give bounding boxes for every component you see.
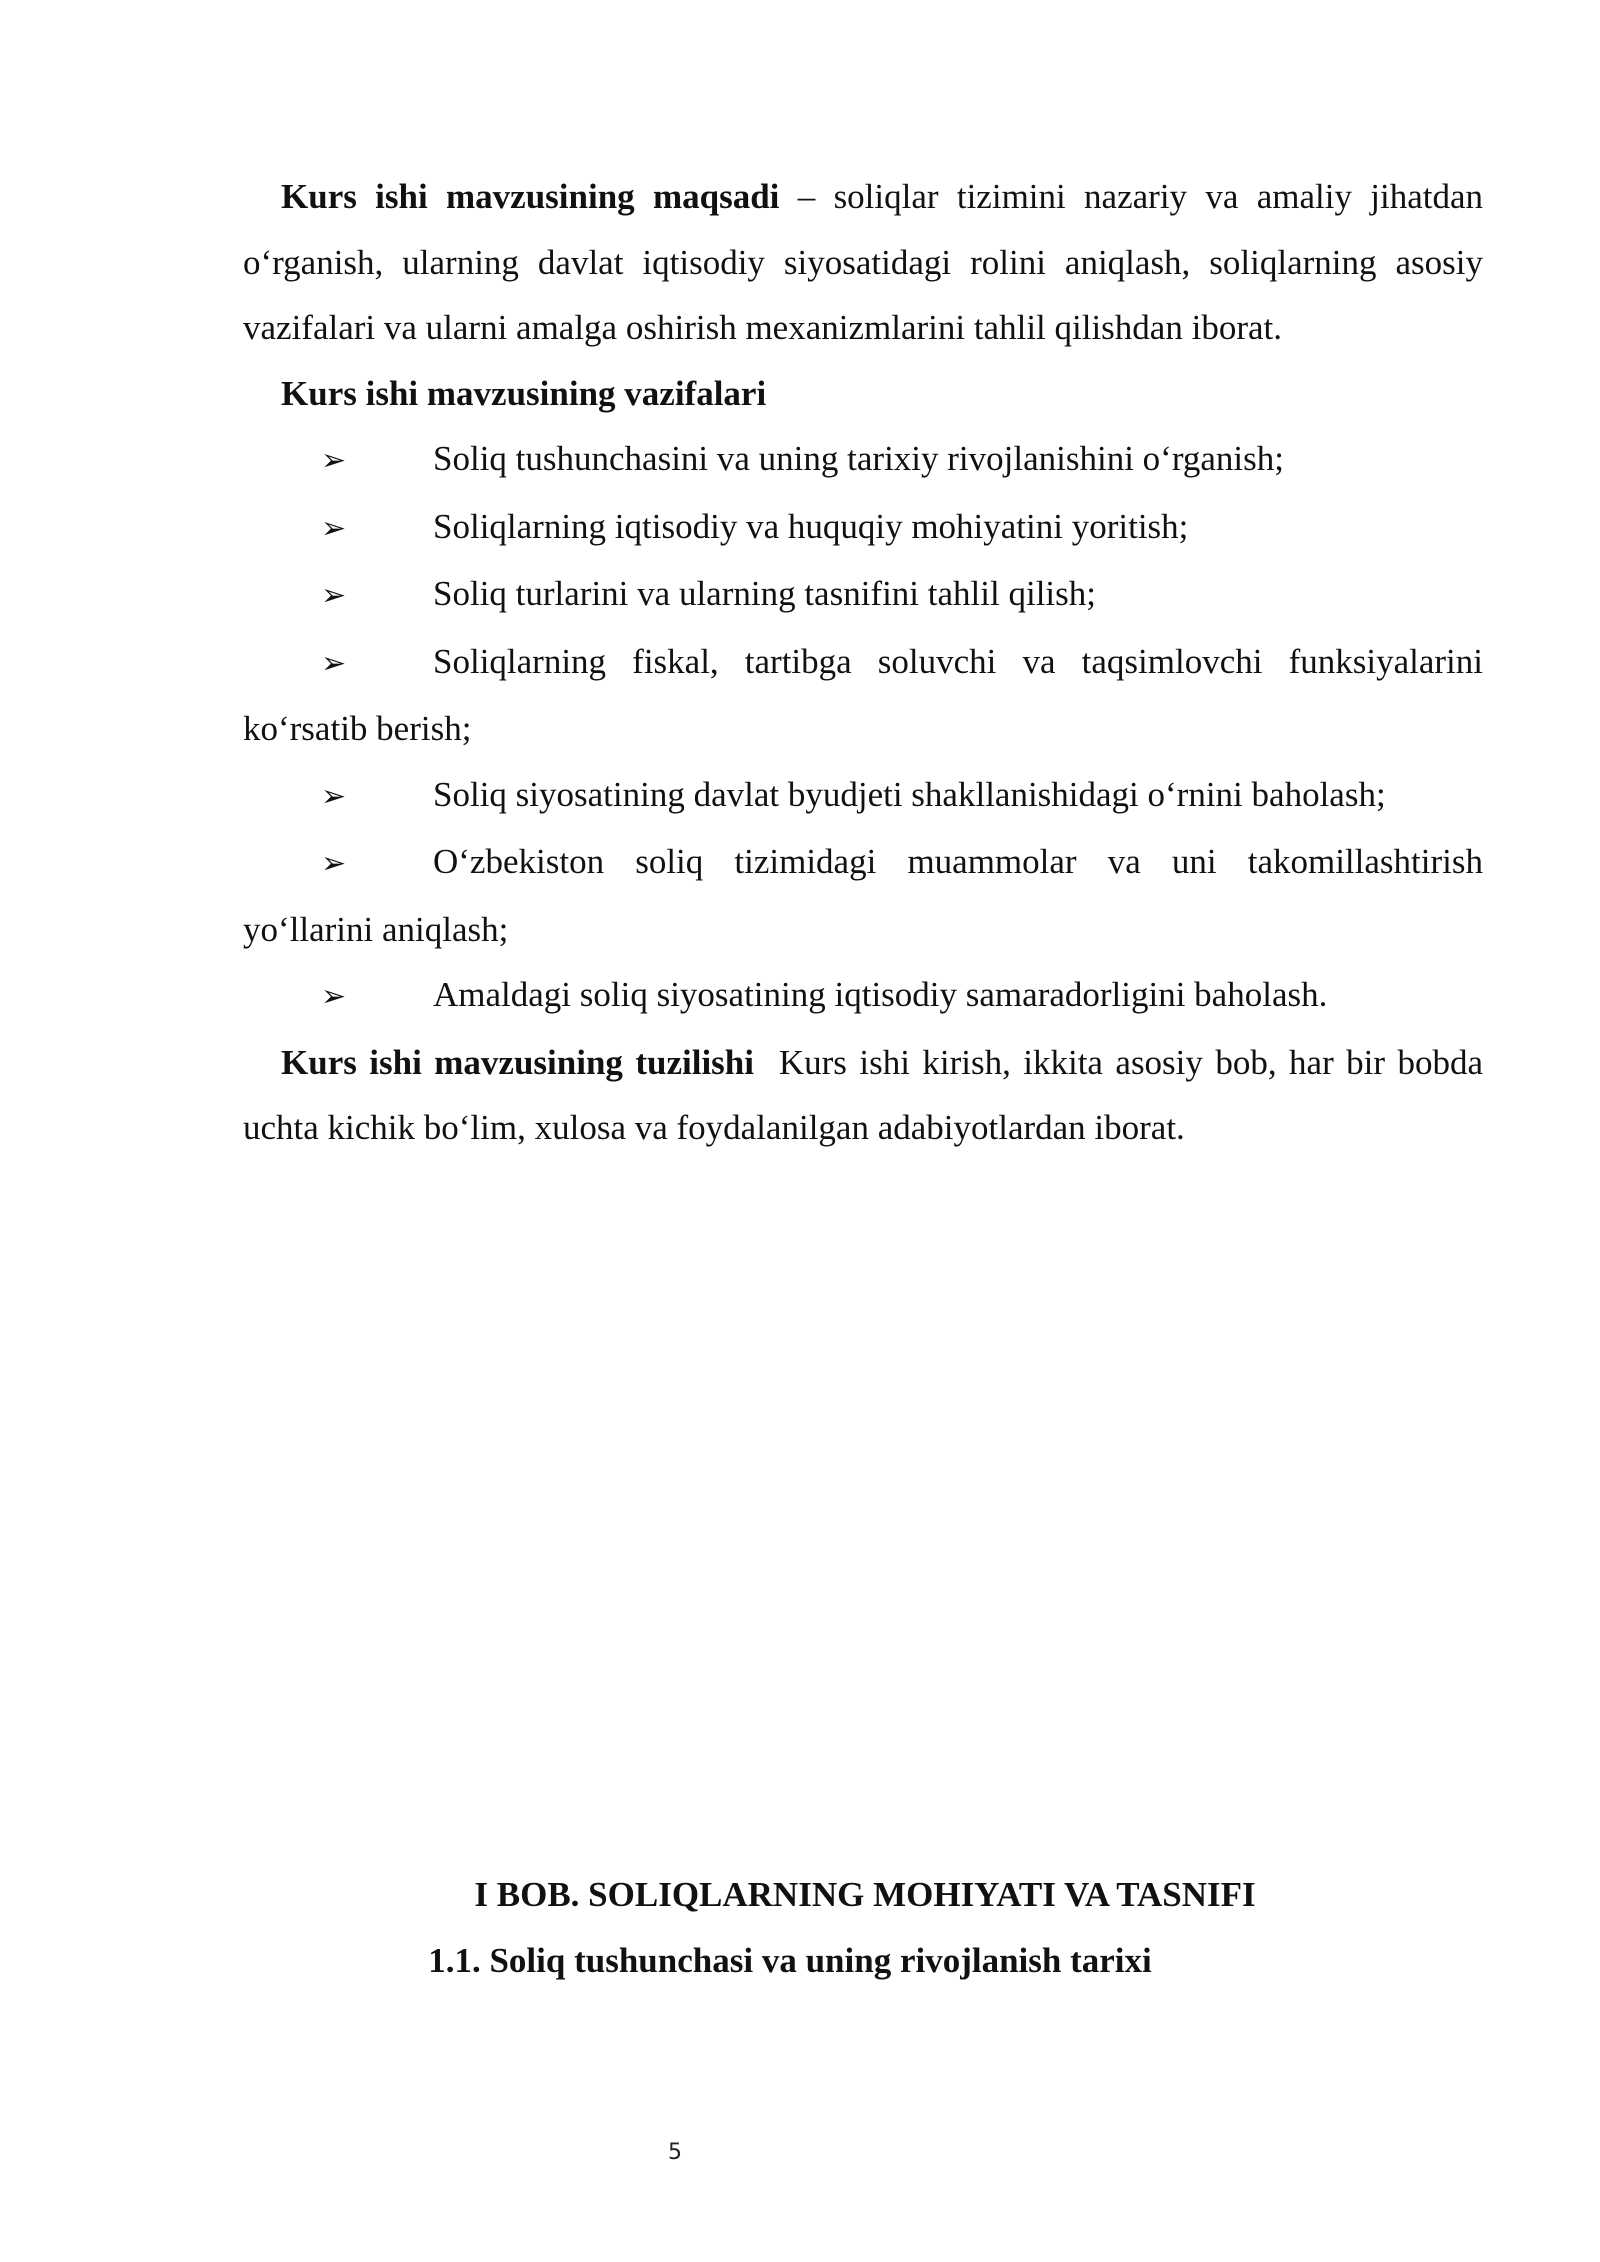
chapter-heading-block <box>0 1862 1600 1994</box>
list-item <box>243 494 1483 562</box>
structure-text: Kurs ishi kirish, ikkita asosiy bob, har bir bobda uchta kichik bo‘lim, xulosa va foydalanilgan adabiyotlardan iborat. <box>243 1042 1484 1147</box>
tasks-heading: Kurs ishi mavzusining vazifalari <box>281 373 767 413</box>
arrowhead-bullet-icon: ➢ <box>321 443 347 478</box>
arrowhead-bullet-icon: ➢ <box>321 645 347 681</box>
list-item <box>243 962 1483 1030</box>
list-item-text: Soliq tushunchasini va uning tarixiy rivojlanishini o‘rganish; <box>433 439 1284 478</box>
arrowhead-bullet-icon: ➢ <box>321 778 347 814</box>
list-item-text: O‘zbekiston soliq tizimidagi muammolar va uni takomillashtirish yo‘llarini aniqlash; <box>243 842 1483 949</box>
list-item <box>243 629 1483 762</box>
chapter-title: I BOB. SOLIQLARNING MOHIYATI VA TASNIFI <box>474 1875 1256 1914</box>
arrowhead-bullet-icon: ➢ <box>321 846 347 881</box>
arrowhead-bullet-icon: ➢ <box>321 510 347 546</box>
list-item-text: Soliq turlarini va ularning tasnifini tahlil qilish; <box>433 574 1096 613</box>
list-item-text: Soliq siyosatining davlat byudjeti shakllanishidagi o‘rnini baholash; <box>433 774 1386 814</box>
arrowhead-bullet-icon: ➢ <box>321 578 347 613</box>
purpose-label: Kurs ishi mavzusining maqsadi <box>281 177 780 216</box>
purpose-paragraph <box>243 164 1483 361</box>
list-item <box>243 426 1483 494</box>
list-item-text: Soliqlarning iqtisodiy va huquqiy mohiyatini yoritish; <box>433 506 1189 546</box>
arrowhead-bullet-icon: ➢ <box>321 979 347 1014</box>
page-number: 5 <box>668 2140 682 2165</box>
list-item-text: Amaldagi soliq siyosatining iqtisodiy samaradorligini baholash. <box>433 975 1328 1014</box>
list-item <box>243 762 1483 830</box>
body-text <box>243 164 1483 1161</box>
list-item-text: Soliqlarning fiskal, tartibga soluvchi va taqsimlovchi funksiyalarini ko‘rsatib berish; <box>243 641 1483 748</box>
tasks-list <box>243 426 1483 1030</box>
list-item <box>243 829 1483 962</box>
list-item <box>243 561 1483 629</box>
structure-paragraph <box>243 1030 1483 1161</box>
section-title: 1.1. Soliq tushunchasi va uning rivojlanish tarixi <box>428 1941 1152 1980</box>
structure-label: Kurs ishi mavzusining tuzilishi <box>281 1042 754 1082</box>
purpose-text: – soliqlar tizimini nazariy va amaliy jihatdan o‘rganish, ularning davlat iqtisodiy siyosatidagi rolini aniqlash, soliqlarning asosiy vazifalari va ularni amalga oshirish mexanizmlarini tahlil qilishdan iborat. <box>243 177 1484 347</box>
